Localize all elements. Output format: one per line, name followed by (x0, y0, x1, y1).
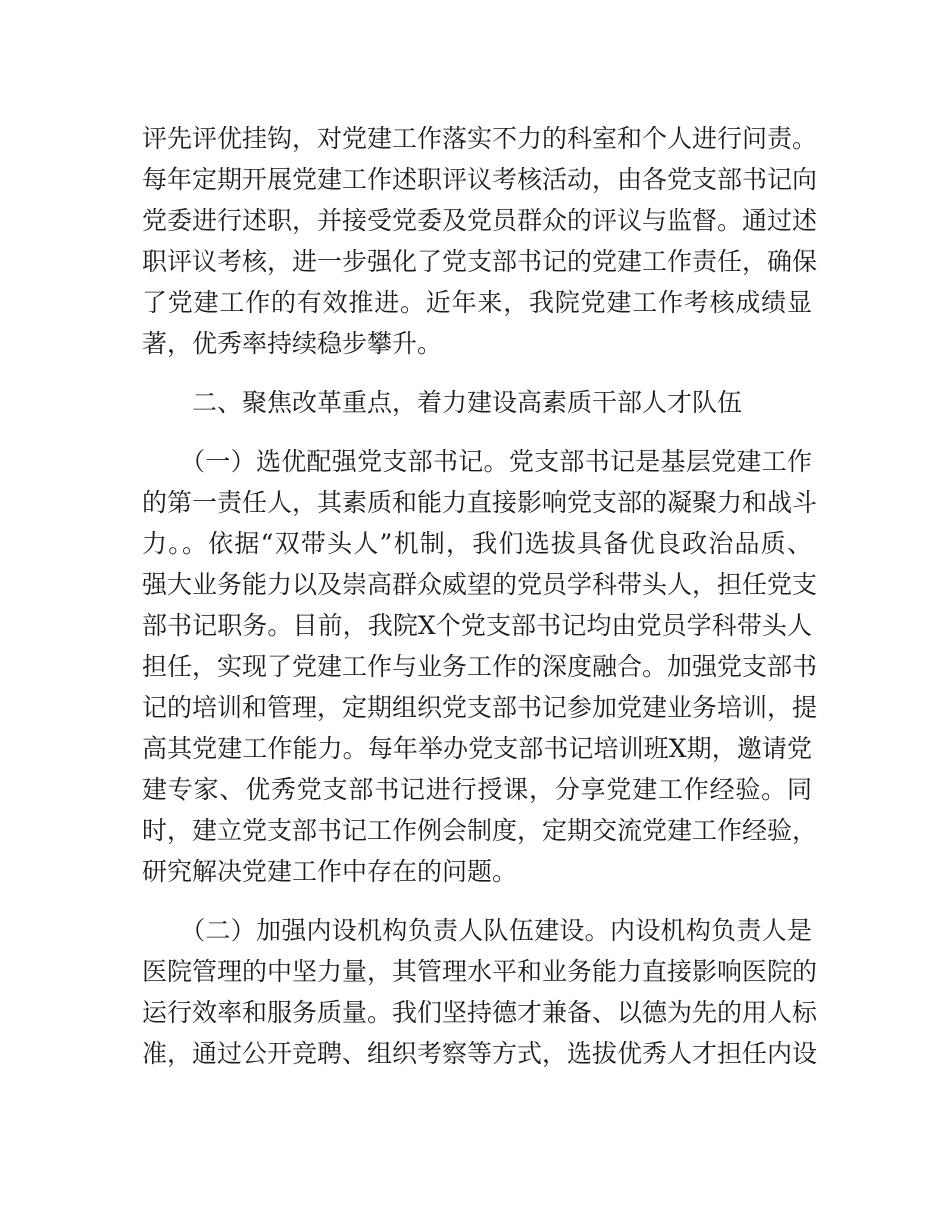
text-line: 医院管理的中坚力量，其管理水平和业务能力直接影响医院的 (142, 957, 818, 986)
paragraph-1 (142, 118, 818, 364)
text-line: （一）选优配强党支部书记。党支部书记是基层党建工作 (142, 447, 812, 476)
text-line: 的第一责任人，其素质和能力直接影响党支部的凝聚力和战斗 (142, 488, 818, 517)
text-line: 时，建立党支部书记工作例会制度，定期交流党建工作经验， (142, 816, 818, 845)
text-line: 评先评优挂钩，对党建工作落实不力的科室和个人进行问责。 (142, 124, 818, 153)
text-line: （二）加强内设机构负责人队伍建设。内设机构负责人是 (142, 916, 812, 945)
text-line: 准，通过公开竞聘、组织考察等方式，选拔优秀人才担任内设 (142, 1039, 818, 1068)
text-line: 高其党建工作能力。每年举办党支部书记培训班X期，邀请党 (142, 734, 812, 763)
paragraph-gap (142, 423, 812, 441)
text-line: 建专家、优秀党支部书记进行授课，分享党建工作经验。同 (142, 775, 812, 804)
text-line: 了党建工作的有效推进。近年来，我院党建工作考核成绩显 (142, 288, 812, 317)
paragraph-gap (142, 892, 812, 910)
section-heading (142, 382, 812, 423)
text-line: 强大业务能力以及崇高群众威望的党员学科带头人，担任党支 (142, 570, 818, 599)
text-line: 党委进行述职，并接受党委及党员群众的评议与监督。通过述 (142, 206, 818, 235)
text-line: 每年定期开展党建工作述职评议考核活动，由各党支部书记向 (142, 165, 818, 194)
heading-line: 二、聚焦改革重点，着力建设高素质干部人才队伍 (142, 388, 743, 417)
paragraph-gap (142, 364, 812, 382)
text-line: 担任，实现了党建工作与业务工作的深度融合。加强党支部书 (142, 652, 818, 681)
text-line: 著，优秀率持续稳步攀升。 (142, 329, 443, 358)
text-line: 部书记职务。目前，我院X个党支部书记均由党员学科带头人 (142, 611, 812, 640)
text-line: 运行效率和服务质量。我们坚持德才兼备、以德为先的用人标 (142, 998, 818, 1027)
text-line: 力。。依据“双带头人”机制，我们选拔具备优良政治品质、 (142, 529, 812, 558)
text-line: 研究解决党建工作中存在的问题。 (142, 857, 518, 886)
text-line: 职评议考核，进一步强化了党支部书记的党建工作责任，确保 (142, 247, 818, 276)
paragraph-2 (142, 441, 818, 892)
text-line: 记的培训和管理，定期组织党支部书记参加党建业务培训，提 (142, 693, 818, 722)
paragraph-3 (142, 910, 818, 1074)
document-body (142, 118, 818, 1074)
